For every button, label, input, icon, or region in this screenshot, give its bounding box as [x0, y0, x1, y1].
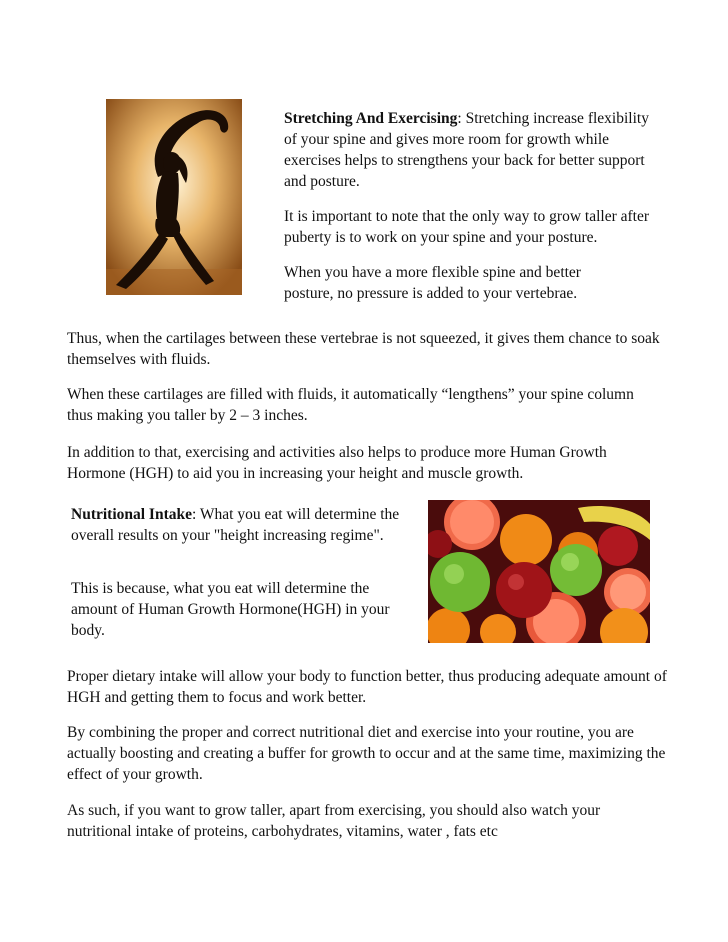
nutritional-heading: Nutritional Intake — [71, 506, 192, 523]
hgh-paragraph: In addition to that, exercising and activities also helps to produce more Human Growth Hormone (HGH) to aid you in increasing your height and muscle growth. — [67, 444, 607, 482]
stretching-silhouette-image — [106, 99, 242, 295]
stretching-text: : Stretching increase flexibility of your spine and gives more room for growth while exercises helps to strengthens your back for better support and posture. — [284, 110, 649, 190]
flexible-spine-paragraph: When you have a more flexible spine and better posture, no pressure is added to your vertebrae. — [284, 264, 581, 302]
stretching-heading: Stretching And Exercising — [284, 110, 458, 127]
lengthens-paragraph: When these cartilages are filled with fluids, it automatically “lengthens” your spine column thus making you taller by 2 – 3 inches. — [67, 386, 634, 424]
watch-intake-paragraph: As such, if you want to grow taller, apart from exercising, you should also watch your nutritional intake of proteins, carbohydrates, vitamins, water , fats etc — [67, 802, 601, 840]
nutritional-paragraph — [71, 504, 411, 546]
fruit-assortment-image — [428, 500, 650, 643]
dietary-paragraph: Proper dietary intake will allow your body to function better, thus producing adequate amount of HGH and getting them to focus and work better. — [67, 668, 667, 706]
stretching-paragraph — [284, 108, 664, 192]
cartilage-paragraph: Thus, when the cartilages between these vertebrae is not squeezed, it gives them chance to soak themselves with fluids. — [67, 330, 660, 368]
hgh-amount-paragraph: This is because, what you eat will determine the amount of Human Growth Hormone(HGH) in your body. — [71, 580, 390, 639]
puberty-paragraph: It is important to note that the only way to grow taller after puberty is to work on your spine and your posture. — [284, 208, 650, 246]
nutritional-text: : What you eat will determine the overall results on your "height increasing regime". — [71, 506, 400, 544]
combining-paragraph: By combining the proper and correct nutritional diet and exercise into your routine, you are actually boosting and creating a buffer for growth to occur and at the same time, maximizing the effect of your growth. — [67, 724, 666, 783]
